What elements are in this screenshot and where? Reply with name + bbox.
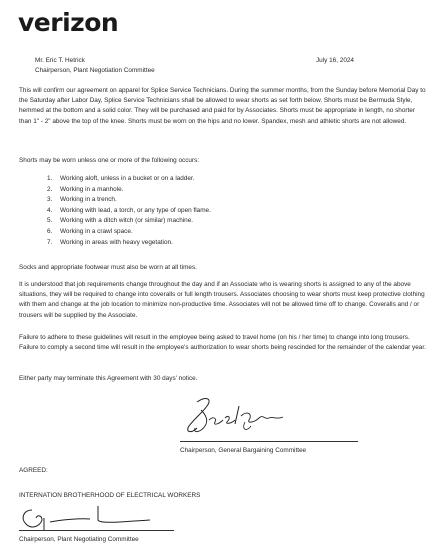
company-signer-title: Chairperson, General Bargaining Committee [180,447,307,454]
terminate-paragraph: Either party may terminate this Agreement with 30 days' notice. [19,375,198,382]
letter-date: July 16, 2024 [315,57,354,64]
list-item: 2. Working in a manhole. [47,185,124,193]
list-item: 6. Working in a crawl space. [47,227,133,235]
list-item: 1. Working aloft, unless in a bucket or on a ladder. [47,175,195,182]
union-signature-line [19,530,174,531]
failure-paragraph: Failure to adhere to these guidelines will result in the employee being asked to travel home (on his / her time) to change into long trousers. Failure to comply a second time will result in the employee's authorization to wear shorts being rescinded for the remainder of the calendar year. [19,334,426,352]
recipient-block [35,56,155,76]
intro-paragraph: This will confirm our agreement on apparel for Splice Service Technicians. During the summer months, from the Sunday before Memorial Day to the Saturday after Labor Day, Splice Service Technicians shall be allowed to wear shorts as set forth below. Shorts must be Bermuda Style, hemmed at the bottom and a solid color. They will be purchased and paid for by Associates. Shorts must be appropriate in length, no shorter than 1" - 2" above the top of the knee. Shorts must be worn on the hips and no lower. Spandex, mesh and athletic shorts are not allowed. [19,87,426,125]
conditions-list [47,174,211,248]
list-intro-paragraph: Shorts may be worn unless one or more of the following occurs: [19,157,200,164]
agreed-label: AGREED: [19,467,48,474]
union-signer-title: Chairperson, Plant Negotiating Committee [19,536,139,543]
list-item: 4. Working with lead, a torch, or any type of open flame. [47,206,211,214]
list-item: 5. Working with a ditch witch (or similar) machine. [47,217,194,225]
job-requirements-paragraph: It is understood that job requirements change throughout the day and if an Associate who is wearing shorts is assigned to any of the above situations, they will be required to change into coveralls or full length trousers. Associates choosing to wear shorts must keep protective clothing with them and change at the job location to minimize non-productive time. Associates will not be allowed time off to change. Coveralls and / or trousers will be supplied by the Associate. [19,281,425,319]
union-signature-image [20,500,170,534]
company-signature-line [180,441,358,442]
list-item: 7. Working in areas with heavy vegetation. [47,238,173,246]
verizon-logo: verizon [18,8,119,37]
recipient-name: Mr. Eric T. Hetrick [35,57,85,64]
list-item: 3. Working in a trench. [47,196,117,204]
company-signature-image [175,392,295,440]
socks-paragraph: Socks and appropriate footwear must also be worn at all times. [19,264,197,271]
recipient-title: Chairperson, Plant Negotiation Committee [35,67,155,75]
union-name: INTERNATION BROTHERHOOD OF ELECTRICAL WORKERS [19,492,201,499]
